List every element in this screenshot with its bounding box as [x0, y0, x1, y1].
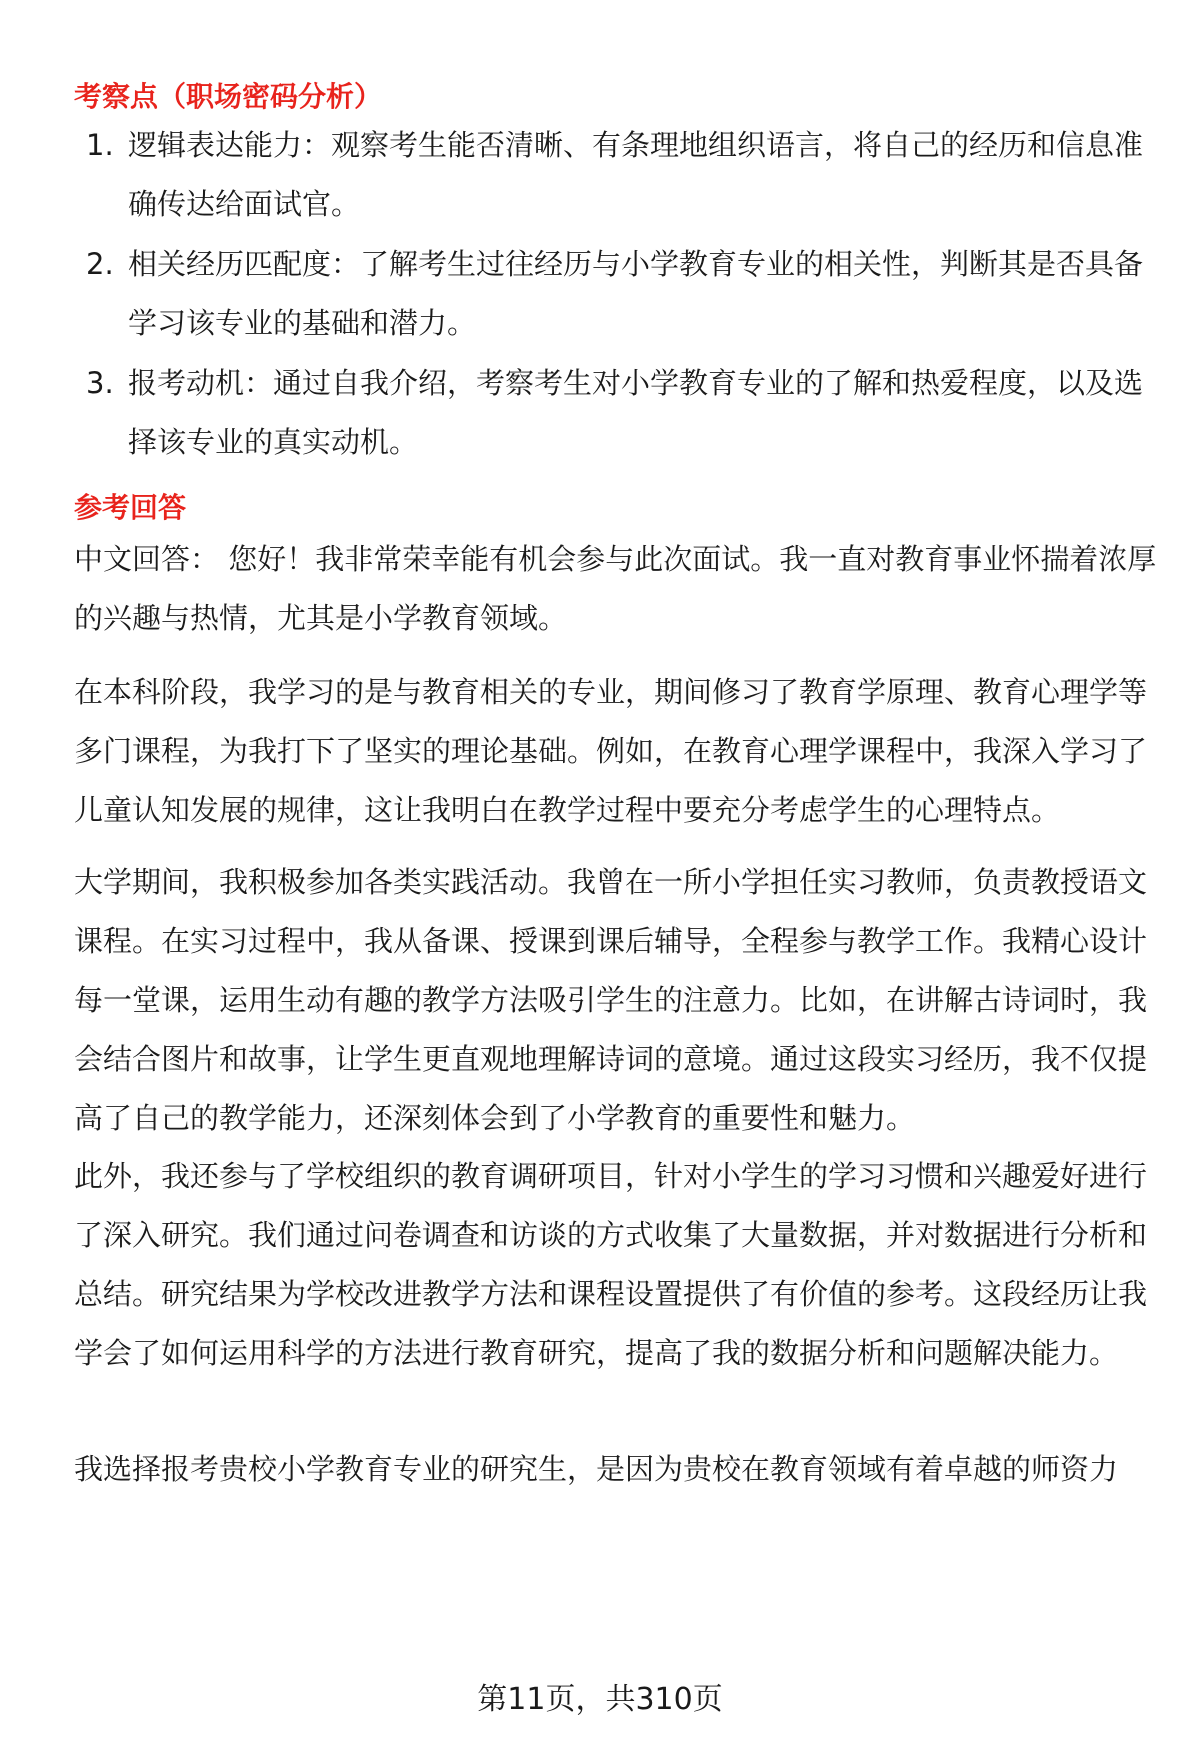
- page-number: 第11页，共310页: [477, 1682, 723, 1717]
- list-item-text: 报考动机：通过自我介绍，考察考生对小学教育专业的了解和热爱程度，以及选择该专业的真实动机。: [128, 366, 1144, 459]
- list-item: [74, 116, 1154, 234]
- answer-paragraph: 我选择报考贵校小学教育专业的研究生，是因为贵校在教育领域有着卓越的师资力: [74, 1452, 1119, 1486]
- answer-paragraph: 中文回答： 您好！我非常荣幸能有机会参与此次面试。我一直对教育事业怀揣着浓厚的兴趣与热情，尤其是小学教育领域。: [74, 542, 1157, 635]
- list-item-number: 3.: [86, 366, 114, 400]
- list-item-number: 1.: [86, 128, 114, 162]
- list-item: [74, 354, 1154, 472]
- answer-paragraph: 大学期间，我积极参加各类实践活动。我曾在一所小学担任实习教师，负责教授语文课程。在实习过程中，我从备课、授课到课后辅导，全程参与教学工作。我精心设计每一堂课，运用生动有趣的教学方法吸引学生的注意力。比如，在讲解古诗词时，我会结合图片和故事，让学生更直观地理解诗词的意境。通过这段实习经历，我不仅提高了自己的教学能力，还深刻体会到了小学教育的重要性和魅力。: [74, 865, 1148, 1135]
- list-item-text: 逻辑表达能力：观察考生能否清晰、有条理地组织语言，将自己的经历和信息准确传达给面试官。: [128, 128, 1144, 221]
- assessment-list: [74, 116, 1154, 473]
- answer-paragraph: 此外，我还参与了学校组织的教育调研项目，针对小学生的学习习惯和兴趣爱好进行了深入研究。我们通过问卷调查和访谈的方式收集了大量数据，并对数据进行分析和总结。研究结果为学校改进教学方法和课程设置提供了有价值的参考。这段经历让我学会了如何运用科学的方法进行教育研究，提高了我的数据分析和问题解决能力。: [74, 1159, 1148, 1370]
- answer-paragraph: 在本科阶段，我学习的是与教育相关的专业，期间修习了教育学原理、教育心理学等多门课程，为我打下了坚实的理论基础。例如，在教育心理学课程中，我深入学习了儿童认知发展的规律，这让我明白在教学过程中要充分考虑学生的心理特点。: [74, 675, 1148, 827]
- list-item: [74, 235, 1154, 353]
- section-heading-assessment: 考察点（职场密码分析）: [74, 80, 383, 114]
- section-heading-reference-answer: 参考回答: [74, 491, 187, 525]
- list-item-text: 相关经历匹配度：了解考生过往经历与小学教育专业的相关性，判断其是否具备学习该专业的基础和潜力。: [128, 247, 1144, 340]
- list-item-number: 2.: [86, 247, 114, 281]
